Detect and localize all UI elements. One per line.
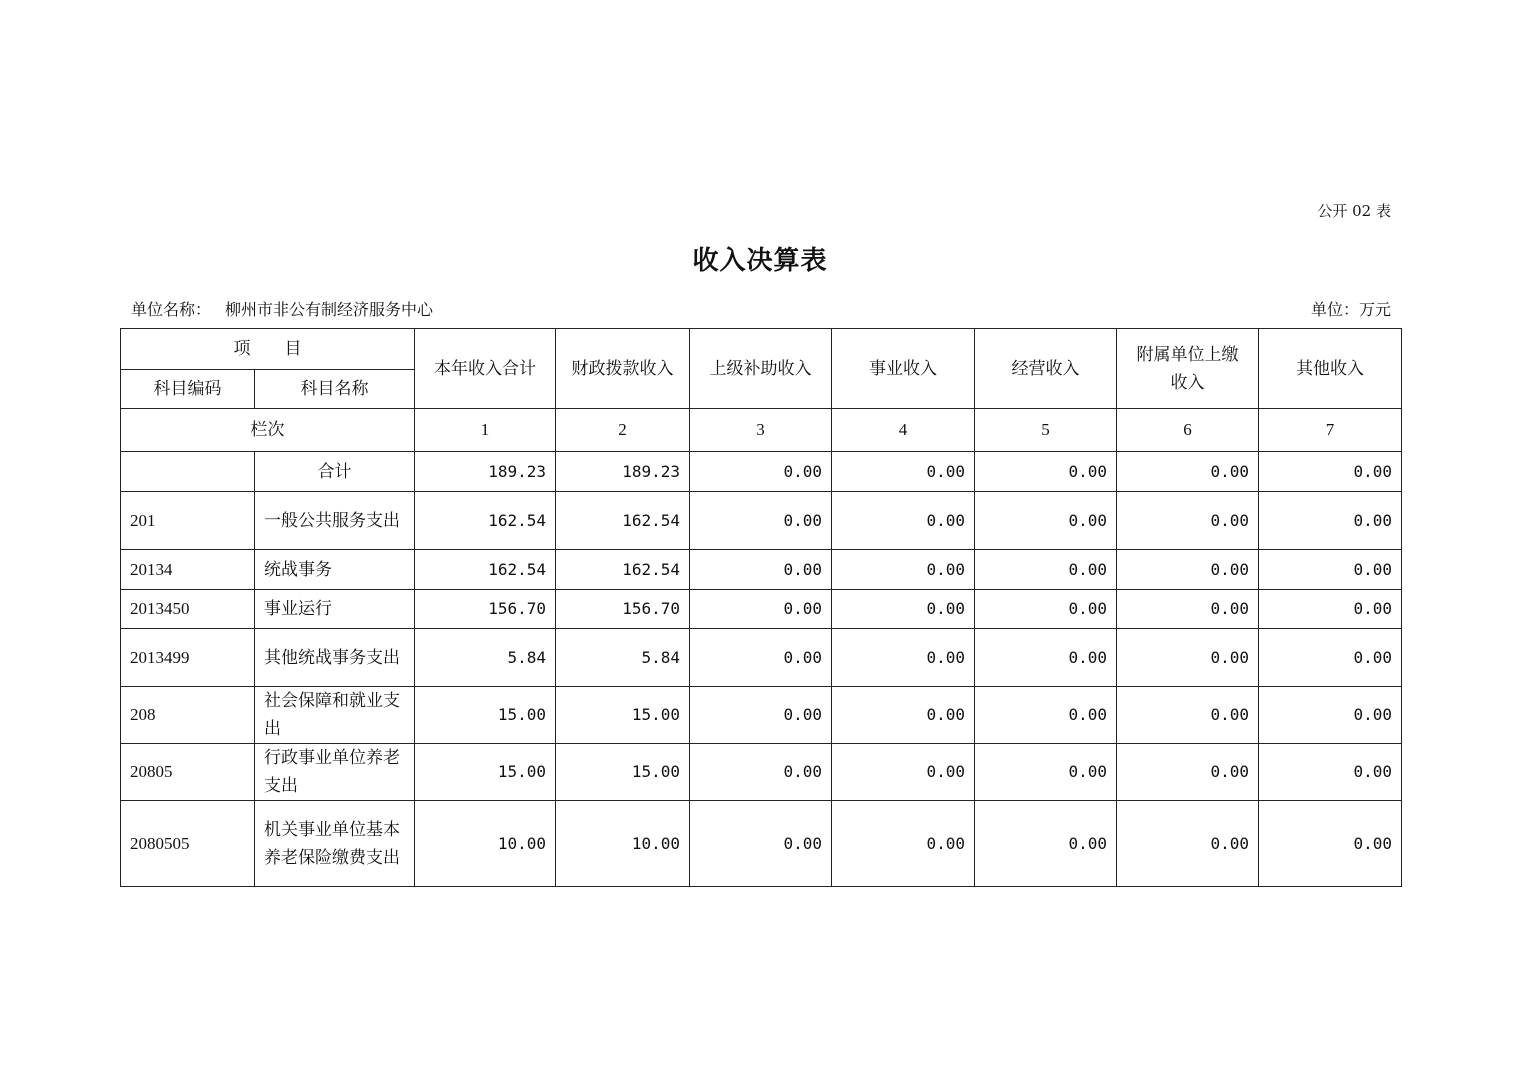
row-value: 0.00 [832, 550, 975, 590]
row-value: 10.00 [415, 801, 556, 887]
row-value: 0.00 [690, 629, 832, 687]
form-number: 公开 02 表 [1317, 202, 1391, 220]
row-value: 156.70 [415, 590, 556, 629]
row-value: 0.00 [832, 492, 975, 550]
table-row [121, 492, 1402, 550]
row-value: 0.00 [1259, 550, 1402, 590]
row-value: 0.00 [832, 590, 975, 629]
row-value: 189.23 [415, 452, 556, 492]
table-row [121, 629, 1402, 687]
row-value: 0.00 [832, 744, 975, 801]
row-name: 行政事业单位养老支出 [255, 744, 415, 801]
row-value: 0.00 [1117, 687, 1259, 744]
header-col-5: 经营收入 [975, 329, 1117, 409]
header-col-4: 事业收入 [832, 329, 975, 409]
row-code: 20134 [121, 550, 255, 590]
row-value: 0.00 [690, 801, 832, 887]
row-value: 0.00 [1117, 590, 1259, 629]
row-value: 0.00 [832, 687, 975, 744]
row-name: 其他统战事务支出 [255, 629, 415, 687]
row-value: 15.00 [556, 687, 690, 744]
row-code: 208 [121, 687, 255, 744]
header-col-1: 本年收入合计 [415, 329, 556, 409]
row-code: 20805 [121, 744, 255, 801]
row-value: 0.00 [1117, 629, 1259, 687]
row-value: 0.00 [1117, 550, 1259, 590]
row-value: 0.00 [832, 801, 975, 887]
row-value: 156.70 [556, 590, 690, 629]
row-value: 0.00 [1259, 590, 1402, 629]
header-col-3: 上级补助收入 [690, 329, 832, 409]
header-item-group: 项 目 [121, 329, 415, 370]
row-value: 5.84 [556, 629, 690, 687]
header-col-7: 其他收入 [1259, 329, 1402, 409]
column-number-label: 栏次 [121, 409, 415, 452]
row-name: 事业运行 [255, 590, 415, 629]
currency-unit: 单位：万元 [1310, 300, 1391, 319]
table-row [121, 550, 1402, 590]
table-row [121, 687, 1402, 744]
row-value: 0.00 [832, 629, 975, 687]
unit-label: 单位名称： [131, 300, 212, 319]
row-value: 0.00 [1117, 492, 1259, 550]
row-value: 0.00 [690, 452, 832, 492]
row-value: 0.00 [1259, 492, 1402, 550]
column-number: 5 [975, 409, 1117, 452]
unit-name: 柳州市非公有制经济服务中心 [225, 300, 434, 319]
row-value: 0.00 [1117, 801, 1259, 887]
column-number: 7 [1259, 409, 1402, 452]
column-number-row [121, 409, 1402, 452]
column-number: 4 [832, 409, 975, 452]
row-name: 社会保障和就业支出 [255, 687, 415, 744]
row-value: 0.00 [975, 687, 1117, 744]
header-code: 科目编码 [121, 370, 255, 409]
row-code: 2013450 [121, 590, 255, 629]
header-col-2: 财政拨款收入 [556, 329, 690, 409]
table-row [121, 590, 1402, 629]
row-value: 0.00 [690, 590, 832, 629]
table-row [121, 801, 1402, 887]
header-row-1 [121, 329, 1402, 370]
row-value: 0.00 [1259, 744, 1402, 801]
row-value: 0.00 [1259, 452, 1402, 492]
column-number: 2 [556, 409, 690, 452]
row-value: 0.00 [690, 744, 832, 801]
row-value: 0.00 [1259, 801, 1402, 887]
row-value: 0.00 [975, 452, 1117, 492]
row-value: 189.23 [556, 452, 690, 492]
row-value: 0.00 [1117, 744, 1259, 801]
row-value: 162.54 [556, 492, 690, 550]
row-name: 一般公共服务支出 [255, 492, 415, 550]
column-number: 6 [1117, 409, 1259, 452]
row-code [121, 452, 255, 492]
row-value: 0.00 [975, 492, 1117, 550]
row-name: 合计 [255, 452, 415, 492]
column-number: 1 [415, 409, 556, 452]
row-value: 0.00 [832, 452, 975, 492]
column-number: 3 [690, 409, 832, 452]
row-value: 0.00 [1259, 687, 1402, 744]
row-value: 0.00 [975, 801, 1117, 887]
row-value: 162.54 [415, 492, 556, 550]
row-code: 2080505 [121, 801, 255, 887]
row-value: 15.00 [556, 744, 690, 801]
row-code: 201 [121, 492, 255, 550]
row-value: 0.00 [690, 687, 832, 744]
table-row-total [121, 452, 1402, 492]
row-value: 0.00 [1117, 452, 1259, 492]
row-value: 0.00 [975, 550, 1117, 590]
row-value: 15.00 [415, 687, 556, 744]
income-table [120, 328, 1402, 887]
row-value: 0.00 [690, 550, 832, 590]
page-title: 收入决算表 [692, 246, 828, 276]
table-row [121, 744, 1402, 801]
row-name: 机关事业单位基本养老保险缴费支出 [255, 801, 415, 887]
row-value: 10.00 [556, 801, 690, 887]
row-value: 0.00 [690, 492, 832, 550]
row-code: 2013499 [121, 629, 255, 687]
row-value: 0.00 [975, 744, 1117, 801]
row-value: 0.00 [1259, 629, 1402, 687]
row-value: 0.00 [975, 629, 1117, 687]
header-col-6: 附属单位上缴收入 [1117, 329, 1259, 409]
unit-info [131, 297, 433, 320]
row-value: 5.84 [415, 629, 556, 687]
row-name: 统战事务 [255, 550, 415, 590]
header-name: 科目名称 [255, 370, 415, 409]
row-value: 162.54 [556, 550, 690, 590]
row-value: 162.54 [415, 550, 556, 590]
row-value: 0.00 [975, 590, 1117, 629]
row-value: 15.00 [415, 744, 556, 801]
